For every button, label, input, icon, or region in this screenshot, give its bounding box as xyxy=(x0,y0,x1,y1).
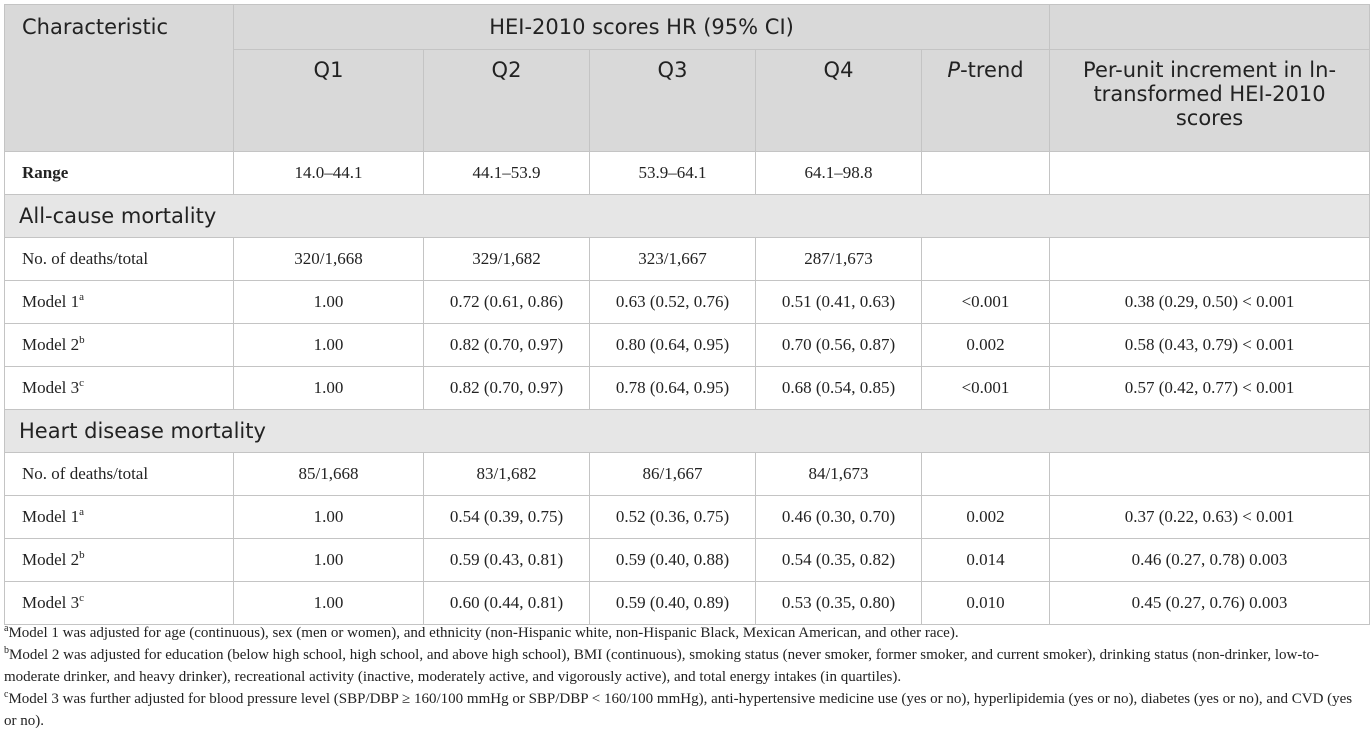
table-cell: 0.59 (0.43, 0.81) xyxy=(424,539,590,582)
table-cell: 0.002 xyxy=(922,496,1050,539)
table-cell: 0.80 (0.64, 0.95) xyxy=(590,324,756,367)
footnote-mark: c xyxy=(79,377,85,389)
footnote-text: Model 3 was further adjusted for blood pressure level (SBP/DBP ≥ 160/100 mmHg or SBP/DBP < 160/100 mmHg), anti-hypertensive medicine use (yes or no), hyperlipidemia (yes or no), diabetes (yes or no), and CVD (yes or no). xyxy=(4,691,1353,729)
table-cell: 0.37 (0.22, 0.63) < 0.001 xyxy=(1050,496,1370,539)
table-cell: 0.68 (0.54, 0.85) xyxy=(756,367,922,410)
p-trend-rest: -trend xyxy=(960,58,1024,82)
table-cell: 0.46 (0.27, 0.78) 0.003 xyxy=(1050,539,1370,582)
table-cell: 329/1,682 xyxy=(424,238,590,281)
sections-body xyxy=(5,195,1370,625)
table-cell: 0.52 (0.36, 0.75) xyxy=(590,496,756,539)
row-label-text: Model 3 xyxy=(22,593,80,612)
row-label xyxy=(5,324,234,367)
range-row xyxy=(5,152,1370,195)
table-cell: 0.51 (0.41, 0.63) xyxy=(756,281,922,324)
footnote xyxy=(4,644,1368,688)
table-cell: 0.014 xyxy=(922,539,1050,582)
q3-header: Q3 xyxy=(590,50,756,152)
characteristic-header: Characteristic xyxy=(5,5,234,152)
group-title-blank xyxy=(1050,5,1370,50)
table-cell: 1.00 xyxy=(234,367,424,410)
table-row xyxy=(5,582,1370,625)
table-cell: 0.82 (0.70, 0.97) xyxy=(424,367,590,410)
row-label-text: Model 3 xyxy=(22,378,80,397)
section-header-row xyxy=(5,410,1370,453)
footnote-mark: c xyxy=(79,592,85,604)
table-cell: 0.78 (0.64, 0.95) xyxy=(590,367,756,410)
range-cell xyxy=(922,152,1050,195)
q4-header: Q4 xyxy=(756,50,922,152)
table-row xyxy=(5,453,1370,496)
row-label-text: Model 1 xyxy=(22,292,80,311)
q1-header: Q1 xyxy=(234,50,424,152)
row-label xyxy=(5,582,234,625)
range-cell: 44.1–53.9 xyxy=(424,152,590,195)
table-cell: 0.57 (0.42, 0.77) < 0.001 xyxy=(1050,367,1370,410)
table-cell: 0.63 (0.52, 0.76) xyxy=(590,281,756,324)
range-label: Range xyxy=(5,152,234,195)
table-cell: 0.72 (0.61, 0.86) xyxy=(424,281,590,324)
table-cell: 1.00 xyxy=(234,281,424,324)
table-cell xyxy=(1050,238,1370,281)
table-cell: 0.54 (0.39, 0.75) xyxy=(424,496,590,539)
footnote-mark: b xyxy=(79,334,85,346)
footnote xyxy=(4,622,1368,644)
table-cell: 86/1,667 xyxy=(590,453,756,496)
table-row xyxy=(5,238,1370,281)
section-title: All-cause mortality xyxy=(5,195,1370,238)
table-cell: 0.58 (0.43, 0.79) < 0.001 xyxy=(1050,324,1370,367)
table-cell: 83/1,682 xyxy=(424,453,590,496)
table-cell: 0.38 (0.29, 0.50) < 0.001 xyxy=(1050,281,1370,324)
table-cell: 0.82 (0.70, 0.97) xyxy=(424,324,590,367)
table-cell: 323/1,667 xyxy=(590,238,756,281)
section-title: Heart disease mortality xyxy=(5,410,1370,453)
range-cell xyxy=(1050,152,1370,195)
table-cell: 1.00 xyxy=(234,582,424,625)
footnote-mark: a xyxy=(4,623,9,634)
footnote xyxy=(4,688,1368,732)
row-label-text: No. of deaths/total xyxy=(22,464,149,483)
group-title-header: HEI-2010 scores HR (95% CI) xyxy=(234,5,1050,50)
row-label-text: Model 2 xyxy=(22,335,80,354)
table-cell: 0.46 (0.30, 0.70) xyxy=(756,496,922,539)
table-cell: 287/1,673 xyxy=(756,238,922,281)
header-row-1 xyxy=(5,5,1370,50)
table-cell: 0.53 (0.35, 0.80) xyxy=(756,582,922,625)
table-cell: 85/1,668 xyxy=(234,453,424,496)
table-cell: 84/1,673 xyxy=(756,453,922,496)
table-row xyxy=(5,281,1370,324)
table-row xyxy=(5,324,1370,367)
table-cell: 0.60 (0.44, 0.81) xyxy=(424,582,590,625)
footnote-mark: a xyxy=(79,291,85,303)
row-label xyxy=(5,496,234,539)
table-row xyxy=(5,496,1370,539)
row-label-text: Model 2 xyxy=(22,550,80,569)
table-cell: 0.54 (0.35, 0.82) xyxy=(756,539,922,582)
section-header-row xyxy=(5,195,1370,238)
table-cell xyxy=(922,238,1050,281)
table-cell: 0.70 (0.56, 0.87) xyxy=(756,324,922,367)
table-cell: <0.001 xyxy=(922,281,1050,324)
table-cell: 0.59 (0.40, 0.89) xyxy=(590,582,756,625)
table-cell xyxy=(1050,453,1370,496)
table-cell: 1.00 xyxy=(234,539,424,582)
row-label xyxy=(5,238,234,281)
q2-header: Q2 xyxy=(424,50,590,152)
p-trend-header xyxy=(922,50,1050,152)
table-cell: 1.00 xyxy=(234,496,424,539)
hr-table xyxy=(4,4,1370,625)
footnote-mark: a xyxy=(79,506,85,518)
table-cell: <0.001 xyxy=(922,367,1050,410)
row-label xyxy=(5,453,234,496)
footnote-mark: b xyxy=(79,549,85,561)
range-cell: 53.9–64.1 xyxy=(590,152,756,195)
table-cell: 0.002 xyxy=(922,324,1050,367)
table-cell: 320/1,668 xyxy=(234,238,424,281)
footnote-text: Model 1 was adjusted for age (continuous), sex (men or women), and ethnicity (non-Hispanic white, non-Hispanic Black, Mexican American, and other race). xyxy=(8,625,959,641)
table-row xyxy=(5,539,1370,582)
row-label xyxy=(5,281,234,324)
range-cell: 64.1–98.8 xyxy=(756,152,922,195)
row-label xyxy=(5,367,234,410)
table-cell: 1.00 xyxy=(234,324,424,367)
table-cell xyxy=(922,453,1050,496)
row-label xyxy=(5,539,234,582)
footnote-mark: c xyxy=(4,689,9,700)
increment-header: Per-unit increment in ln-transformed HEI-2010 scores xyxy=(1050,50,1370,152)
range-cell: 14.0–44.1 xyxy=(234,152,424,195)
row-label-text: Model 1 xyxy=(22,507,80,526)
footnotes xyxy=(4,622,1368,732)
footnote-text: Model 2 was adjusted for education (below high school, high school, and above high school), BMI (continuous), smoking status (never smoker, former smoker, and current smoker), drinking status (non-drinker, low-to-moderate drinker, and heavy drinker), recreational activity (inactive, moderately active, and vigorously active), and total energy intakes (in quartiles). xyxy=(4,647,1320,685)
table-row xyxy=(5,367,1370,410)
table-cell: 0.59 (0.40, 0.88) xyxy=(590,539,756,582)
row-label-text: No. of deaths/total xyxy=(22,249,149,268)
table-cell: 0.45 (0.27, 0.76) 0.003 xyxy=(1050,582,1370,625)
footnote-mark: b xyxy=(4,645,9,656)
table-cell: 0.010 xyxy=(922,582,1050,625)
p-trend-italic: P xyxy=(947,58,961,82)
